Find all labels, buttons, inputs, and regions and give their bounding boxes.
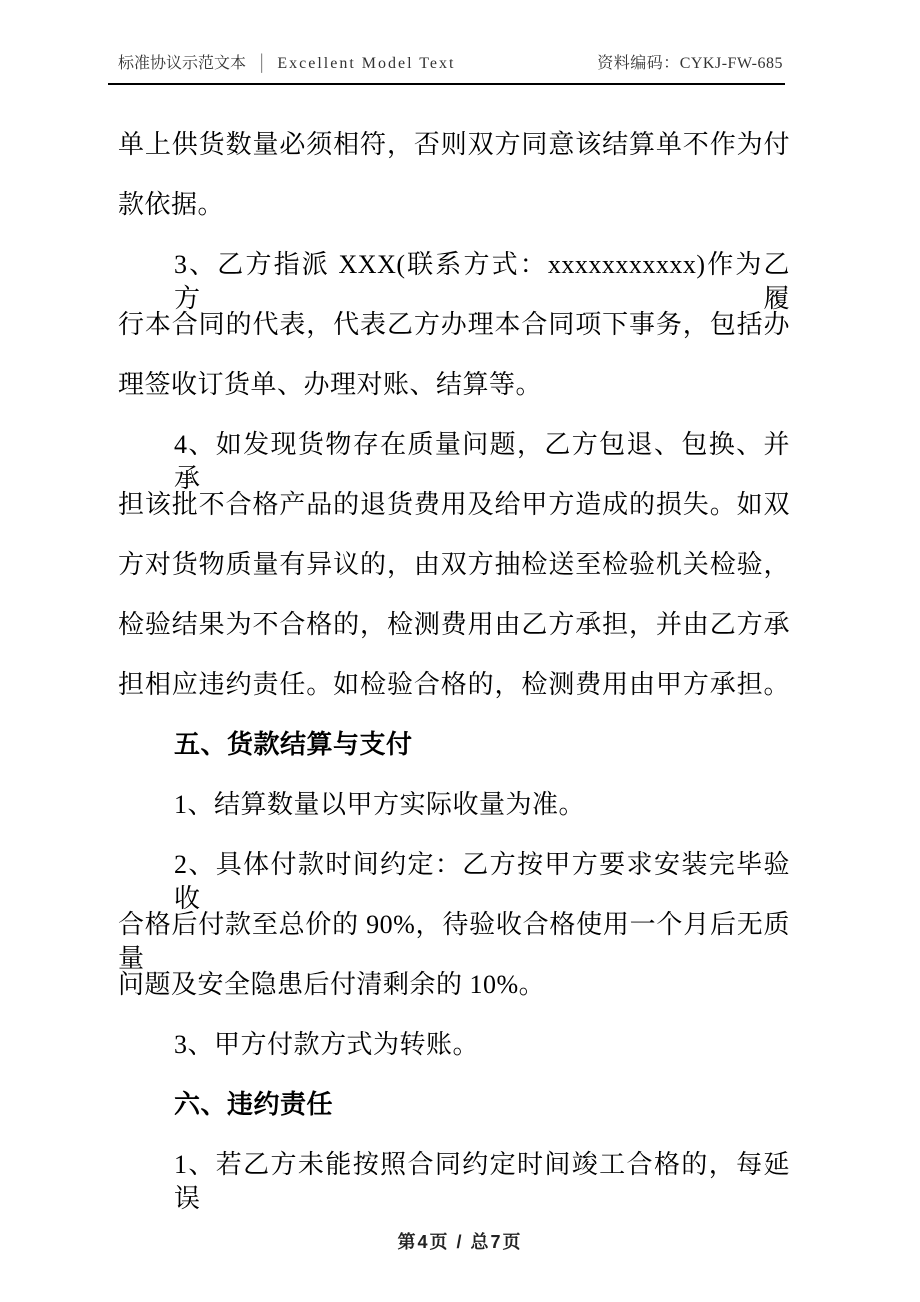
header-separator: │ <box>256 55 268 72</box>
section-heading: 六、违约责任 <box>174 1090 334 1119</box>
text-line: 检验结果为不合格的，检测费用由乙方承担，并由乙方承 <box>118 610 790 639</box>
doc-type-label: 标准协议示范文本 <box>118 55 247 72</box>
paragraph-start-line: 3、乙方指派 XXX(联系方式：xxxxxxxxxxx)作为乙方履 <box>174 250 790 313</box>
page-number: 第4页 / 总7页 <box>397 1232 523 1252</box>
header-left-group <box>118 50 455 73</box>
section-heading: 五、货款结算与支付 <box>174 730 413 759</box>
text-line: 款依据。 <box>118 190 225 219</box>
text-line: 行本合同的代表，代表乙方办理本合同项下事务，包括办 <box>118 310 790 339</box>
paragraph-start-line: 4、如发现货物存在质量问题，乙方包退、包换、并承 <box>174 430 790 493</box>
text-line: 方对货物质量有异议的，由双方抽检送至检验机关检验， <box>118 550 790 579</box>
text-line: 单上供货数量必须相符，否则双方同意该结算单不作为付 <box>118 130 790 159</box>
text-line: 理签收订货单、办理对账、结算等。 <box>118 370 543 399</box>
paragraph-start-line: 3、甲方付款方式为转账。 <box>174 1030 480 1059</box>
paragraph-start-line: 1、结算数量以甲方实际收量为准。 <box>174 790 586 819</box>
page-header <box>108 50 785 85</box>
paragraph-start-line: 1、若乙方未能按照合同约定时间竣工合格的，每延误 <box>174 1150 790 1213</box>
text-line: 合格后付款至总价的 90%，待验收合格使用一个月后无质量 <box>118 910 790 973</box>
text-line: 问题及安全隐患后付清剩余的 10%。 <box>118 970 546 999</box>
text-line: 担该批不合格产品的退货费用及给甲方造成的损失。如双 <box>118 490 790 519</box>
paragraph-start-line: 2、具体付款时间约定：乙方按甲方要求安装完毕验收 <box>174 850 790 913</box>
text-line: 担相应违约责任。如检验合格的，检测费用由甲方承担。 <box>118 670 790 699</box>
doc-type-en-label: Excellent Model Text <box>277 55 456 72</box>
doc-code-label: 资料编码：CYKJ-FW-685 <box>597 55 783 72</box>
contract-body <box>118 128 790 1213</box>
